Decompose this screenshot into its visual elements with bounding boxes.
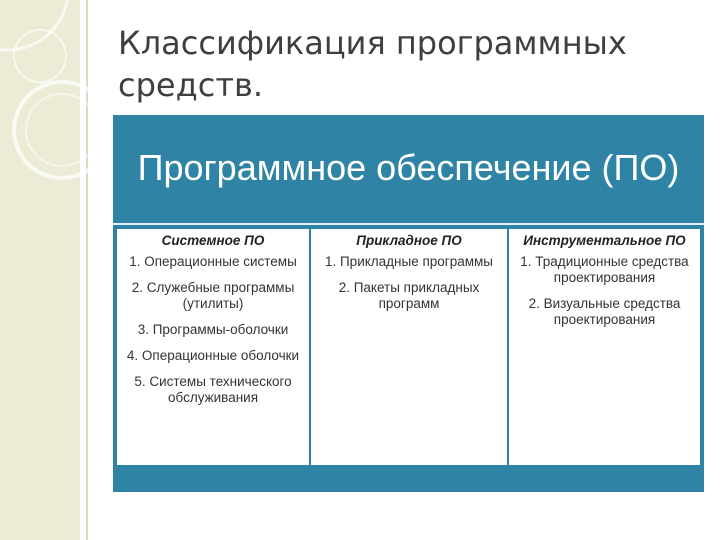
column-system-software — [117, 229, 311, 465]
diagram-columns — [117, 229, 700, 465]
list-item: 5. Системы технического обслуживания — [134, 374, 292, 405]
column-heading: Системное ПО — [161, 233, 265, 248]
diagram-header-text: Программное обеспечение (ПО) — [137, 147, 680, 188]
column-heading: Прикладное ПО — [356, 233, 462, 248]
diagram-footer-band — [113, 467, 704, 492]
column-tool-software — [509, 229, 700, 465]
software-classification-diagram — [113, 115, 704, 492]
column-application-software — [311, 229, 509, 465]
slide-title: Классификация программных средств. — [118, 24, 627, 104]
list-item: 2. Визуальные средства проектирования — [528, 296, 681, 327]
decorative-circles-icon — [0, 0, 110, 200]
list-item: 2. Пакеты прикладных программ — [338, 280, 480, 311]
list-item: 4. Операционные оболочки — [126, 348, 300, 363]
diagram-header — [113, 115, 704, 225]
column-heading: Инструментальное ПО — [523, 233, 686, 248]
list-item: 1. Операционные системы — [129, 254, 297, 269]
list-item: 1. Традиционные средства проектирования — [520, 254, 689, 285]
list-item: 2. Служебные программы (утилиты) — [131, 280, 295, 311]
list-item: 3. Программы-оболочки — [137, 322, 289, 337]
list-item: 1. Прикладные программы — [324, 254, 494, 269]
